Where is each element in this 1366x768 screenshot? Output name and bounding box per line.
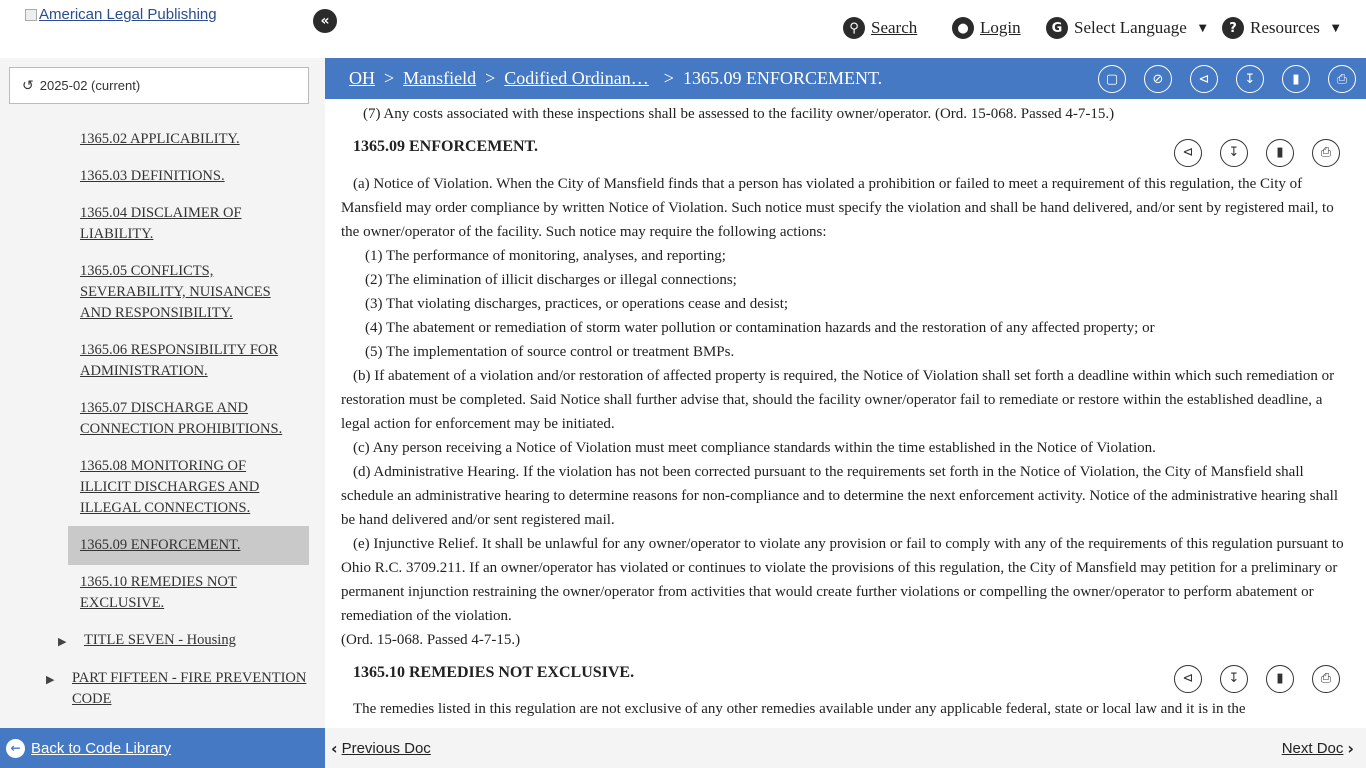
resources-menu[interactable] <box>1222 17 1340 39</box>
version-selector[interactable] <box>9 67 309 104</box>
document-content <box>325 99 1366 728</box>
toc-item[interactable]: 1365.03 DEFINITIONS. <box>80 168 225 184</box>
next-section-paragraph: The remedies listed in this regulation are not exclusive of any other remedies available under any applicable federal, state or local law and it is in the <box>353 701 1246 717</box>
breadcrumb-separator: > <box>663 68 674 88</box>
previous-doc-button[interactable] <box>331 739 431 758</box>
share-icon[interactable]: ⊲ <box>1174 139 1202 167</box>
chevron-left-icon: ‹ <box>331 739 338 758</box>
paragraph-d: (d) Administrative Hearing. If the violation has not been corrected pursuant to the requirements set forth in the Notice of Violation, the City of Mansfield shall schedule an administrative hearing to determine reasons for non-compliance and to determine the next enforcement activity. Notice of the administrative hearing shall be hand delivered and/or sent registered mail. <box>341 464 1339 528</box>
expand-arrow-icon[interactable]: ▶ <box>58 635 67 648</box>
bookmark-icon[interactable]: ▮ <box>1282 65 1310 93</box>
expand-arrow-icon[interactable]: ▶ <box>46 673 55 686</box>
version-label: 2025-02 (current) <box>39 78 141 93</box>
download-icon[interactable]: ↧ <box>1220 665 1248 693</box>
print-icon[interactable]: ⎙ <box>1328 65 1356 93</box>
help-icon: ? <box>1222 17 1244 39</box>
next-doc-button[interactable] <box>1282 739 1354 758</box>
breadcrumb-city[interactable]: Mansfield <box>403 68 477 88</box>
logo-alt-text: American Legal Publishing <box>39 6 217 23</box>
paragraph-c: (c) Any person receiving a Notice of Violation must meet compliance standards within the time established in the Notice of Violation. <box>353 440 1156 456</box>
search-icon: ⚲ <box>843 17 865 39</box>
next-section-tools <box>1174 665 1340 693</box>
breadcrumb-separator: > <box>384 68 395 88</box>
next-section-title: 1365.10 REMEDIES NOT EXCLUSIVE. <box>353 664 635 681</box>
history-icon: ↺ <box>22 77 34 94</box>
back-arrow-icon: ← <box>6 739 25 758</box>
back-link[interactable]: Back to Code Library <box>31 739 172 757</box>
section-title: 1365.09 ENFORCEMENT. <box>353 138 539 155</box>
language-label: Select Language <box>1074 18 1187 37</box>
breadcrumb-current: 1365.09 ENFORCEMENT. <box>682 68 883 88</box>
chevron-down-icon: ▼ <box>1198 22 1207 34</box>
collapse-sidebar-button[interactable]: « <box>313 9 337 33</box>
section-tools <box>1174 139 1340 167</box>
resources-label: Resources <box>1250 18 1320 37</box>
login-nav[interactable] <box>952 17 1021 39</box>
list-item: (2) The elimination of illicit discharges or illegal connections; <box>365 272 737 288</box>
toc-sidebar <box>0 58 325 728</box>
toc-item[interactable]: 1365.06 RESPONSIBILITY FOR ADMINISTRATION. <box>80 342 279 379</box>
notifications-off-icon[interactable]: ⊘ <box>1144 65 1172 93</box>
login-link[interactable]: Login <box>980 18 1021 37</box>
toc-item[interactable]: 1365.08 MONITORING OF ILLICIT DISCHARGES AND ILLEGAL CONNECTIONS. <box>80 458 260 516</box>
document-tools <box>1098 65 1356 93</box>
print-icon[interactable]: ⎙ <box>1312 665 1340 693</box>
breadcrumb-bar <box>325 58 1366 99</box>
user-icon: ● <box>952 17 974 39</box>
toc-item[interactable]: 1365.05 CONFLICTS, SEVERABILITY, NUISANCES AND RESPONSIBILITY. <box>80 263 271 321</box>
bookmark-icon[interactable]: ▮ <box>1266 139 1294 167</box>
breadcrumb <box>349 68 882 89</box>
doc-navigation <box>325 728 1366 768</box>
toc-part-fifteen[interactable]: ▶ PART FIFTEEN - FIRE PREVENTION CODE <box>46 670 307 707</box>
google-icon: G <box>1046 17 1068 39</box>
broken-image-icon <box>25 9 37 21</box>
top-header <box>0 0 1366 58</box>
breadcrumb-code[interactable]: Codified Ordinan… <box>504 68 649 88</box>
share-icon[interactable]: ⊲ <box>1190 65 1218 93</box>
share-icon[interactable]: ⊲ <box>1174 665 1202 693</box>
history-note: (Ord. 15-068. Passed 4-7-15.) <box>341 632 521 648</box>
next-doc-label: Next Doc <box>1281 740 1344 757</box>
toc-title-seven[interactable]: ▶ TITLE SEVEN - Housing <box>84 630 309 651</box>
breadcrumb-separator: > <box>485 68 496 88</box>
toc-item[interactable]: 1365.02 APPLICABILITY. <box>80 131 240 147</box>
paragraph-b: (b) If abatement of a violation and/or restoration of affected property is required, the Notice of Violation shall set forth a deadline within which such remediation or restoration must be completed. Said Notice shall further advise that, should the facility owner/operator fail to remediate or restore within the established deadline, a legal action for enforcement may be initiated. <box>341 368 1335 432</box>
search-nav[interactable] <box>843 17 917 39</box>
toc-item[interactable]: 1365.04 DISCLAIMER OF LIABILITY. <box>80 205 242 242</box>
logo-link[interactable] <box>25 6 217 23</box>
paragraph-a: (a) Notice of Violation. When the City of Mansfield finds that a person has violated a prohibition or failed to meet a requirement of this regulation, the City of Mansfield may order compliance by written Notice of Violation. Such notice must specify the violation and shall be hand delivered, and/or sent by registered mail, to the owner/operator of the facility. Such notice may require the following actions: <box>341 176 1334 240</box>
toc-item[interactable]: 1365.07 DISCHARGE AND CONNECTION PROHIBITIONS. <box>80 400 283 437</box>
list-item: (4) The abatement or remediation of storm water pollution or contamination hazards and the restoration of any affected property; or <box>365 320 1155 336</box>
list-item: (1) The performance of monitoring, analyses, and reporting; <box>365 248 726 264</box>
paragraph-e: (e) Injunctive Relief. It shall be unlawful for any owner/operator to violate any provision or fail to comply with any of the requirements of this regulation pursuant to Ohio R.C. 3709.211. If an owner/operator has violated or continues to violate the provisions of this regulation, the City of Mansfield may petition for a preliminary or permanent injunction restraining the owner/operator from activities that would create further violations or compelling the owner/operator to perform abatement or remediation of the violation. <box>341 536 1344 624</box>
bookmark-icon[interactable]: ▮ <box>1266 665 1294 693</box>
print-icon[interactable]: ⎙ <box>1312 139 1340 167</box>
search-link[interactable]: Search <box>871 18 918 37</box>
previous-item-text: (7) Any costs associated with these inspections shall be assessed to the facility owner/operator. (Ord. 15-068. Passed 4-7-15.) <box>363 106 1115 122</box>
chevron-right-icon: › <box>1347 739 1354 758</box>
download-icon[interactable]: ↧ <box>1220 139 1248 167</box>
previous-doc-label: Previous Doc <box>341 740 431 757</box>
list-item: (5) The implementation of source control or treatment BMPs. <box>365 344 735 360</box>
toc-item-active[interactable]: 1365.09 ENFORCEMENT. <box>68 526 309 565</box>
toc-item[interactable]: 1365.10 REMEDIES NOT EXCLUSIVE. <box>80 574 237 611</box>
compare-icon[interactable]: ▢ <box>1098 65 1126 93</box>
list-item: (3) That violating discharges, practices, or operations cease and desist; <box>365 296 789 312</box>
language-select[interactable] <box>1046 17 1207 39</box>
chevron-down-icon: ▼ <box>1331 22 1340 34</box>
breadcrumb-state[interactable]: OH <box>349 68 375 88</box>
back-to-library[interactable] <box>0 728 325 768</box>
download-icon[interactable]: ↧ <box>1236 65 1264 93</box>
